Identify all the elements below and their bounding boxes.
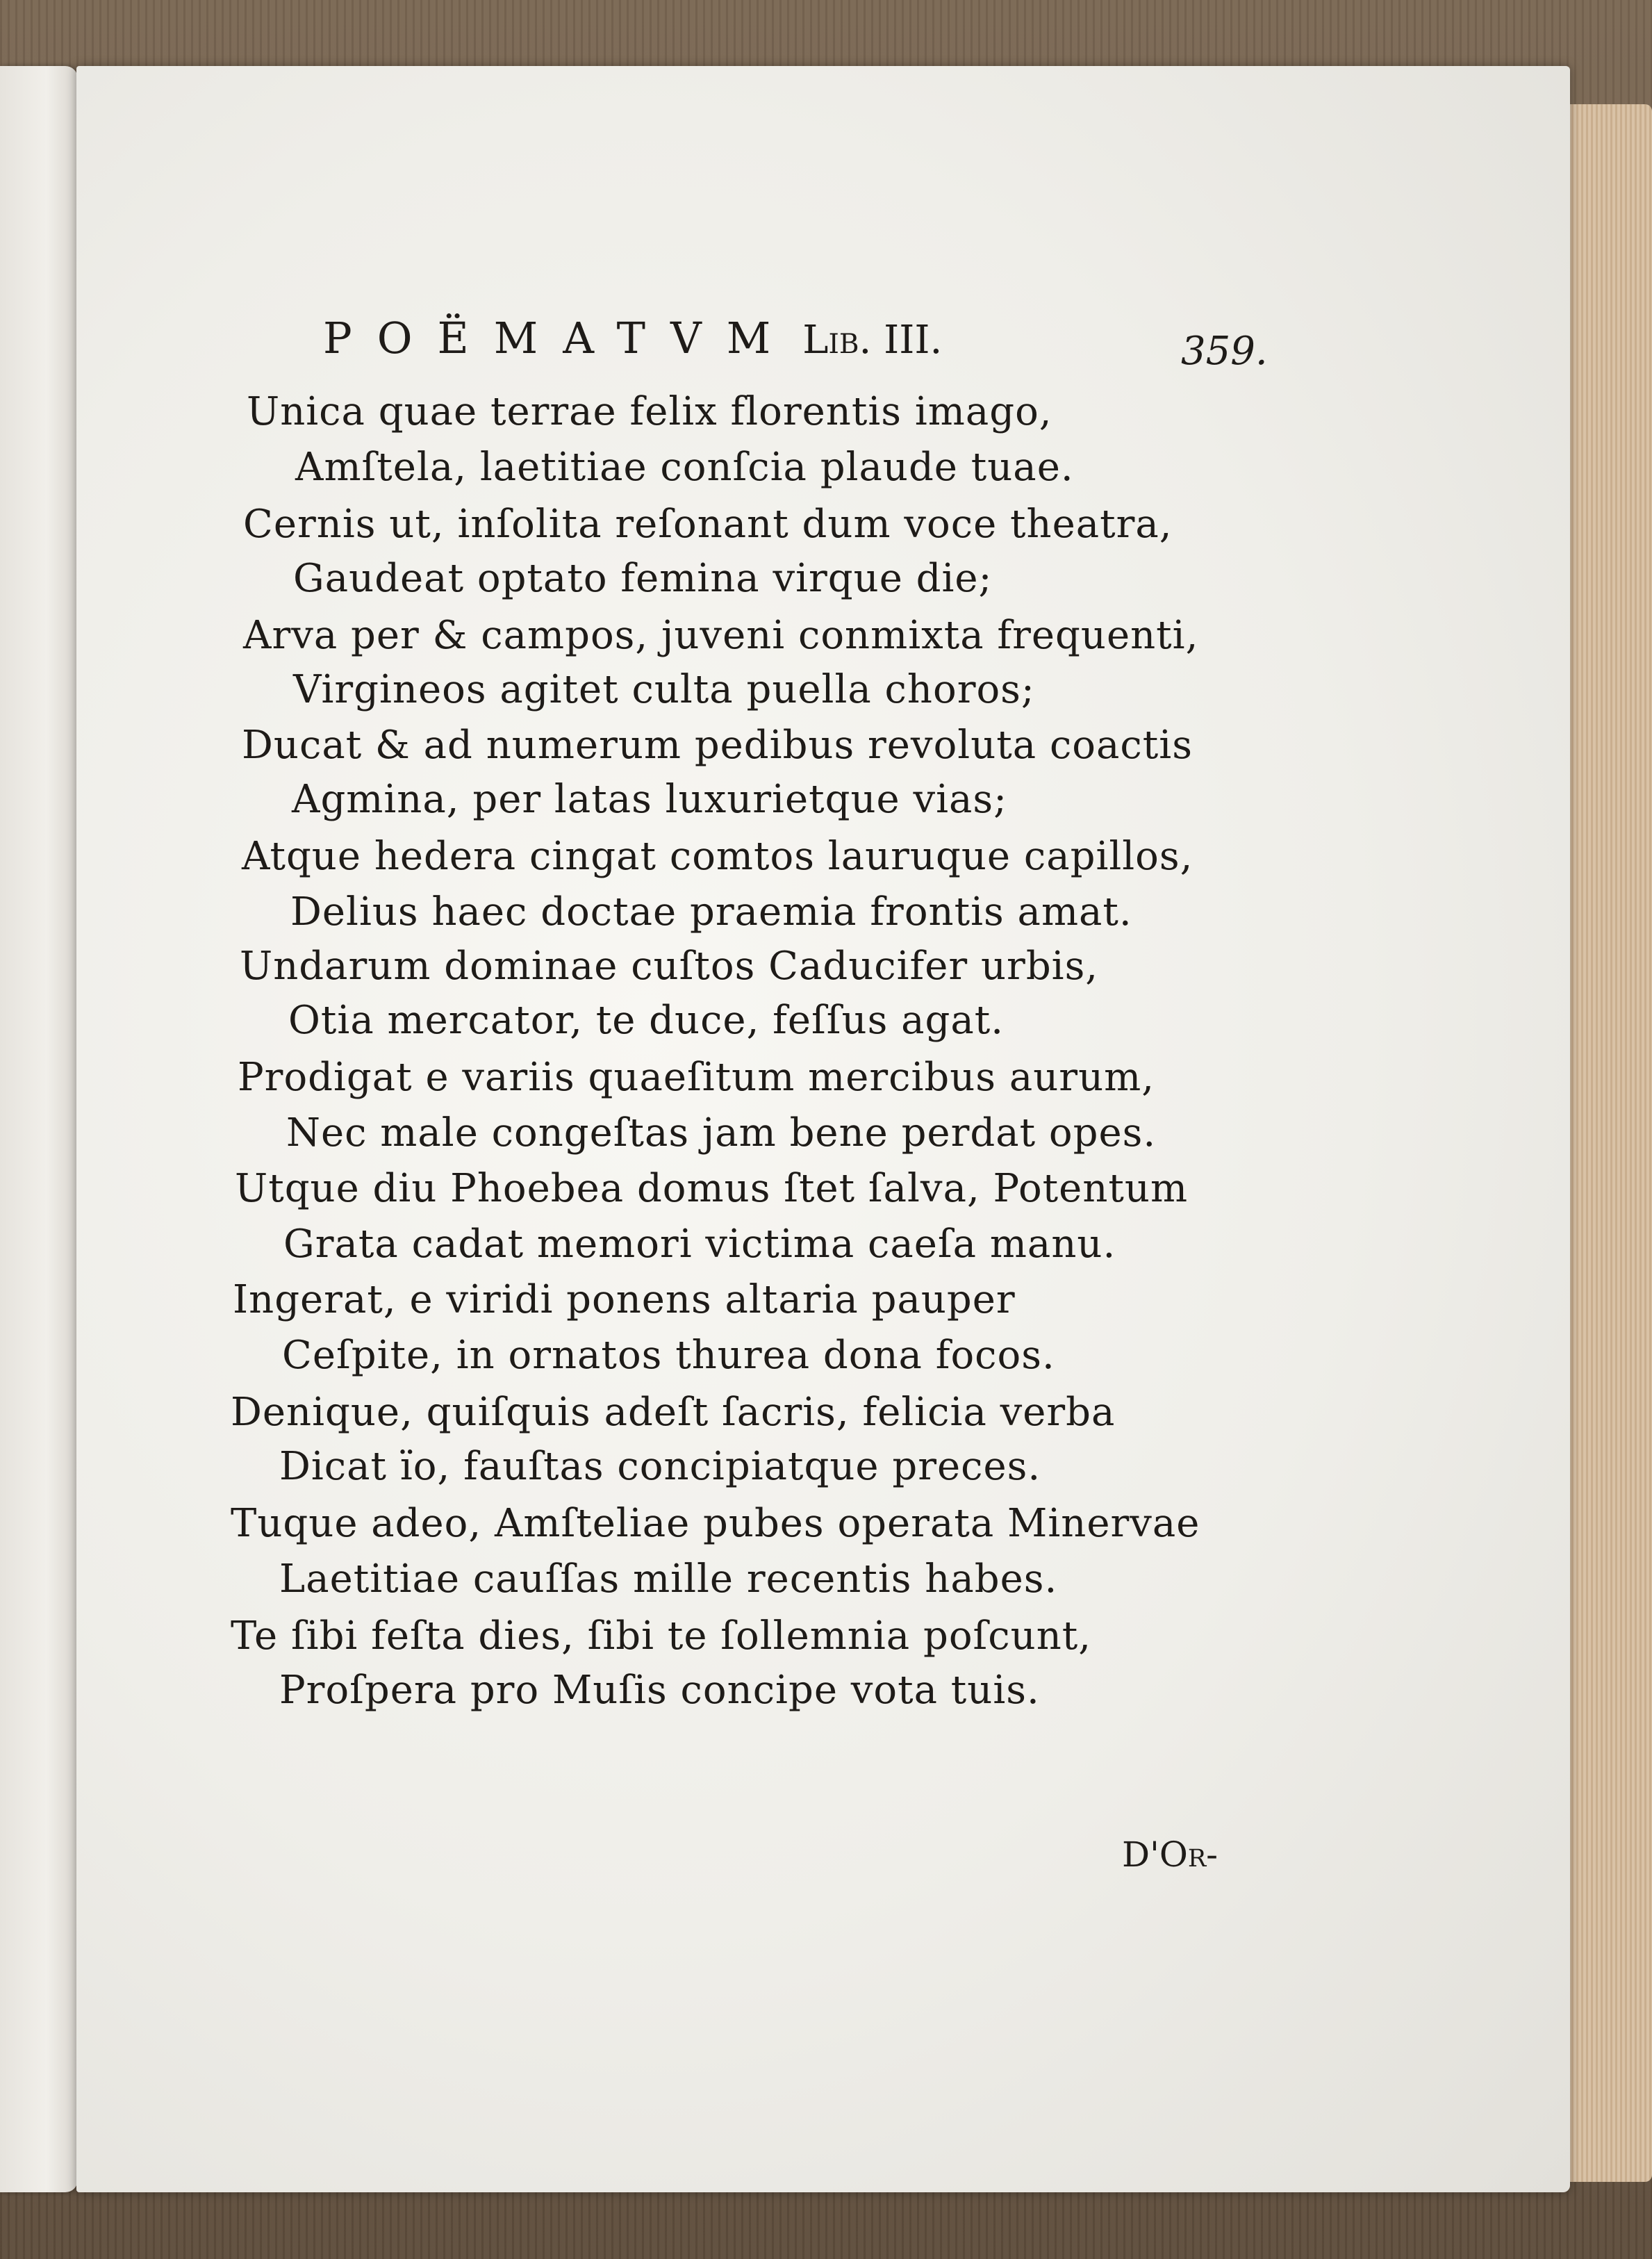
verse-line: Laetitiae cauſſas mille recentis habes. [279, 1556, 1058, 1602]
verse-line: Agmina, per latas luxurietque vias; [292, 777, 1007, 822]
running-head-title: POËMATVM [323, 313, 796, 363]
catchword: D'Or- [1122, 1834, 1219, 1875]
verse-line: Otia mercator, te duce, feſſus agat. [288, 998, 1005, 1043]
verse-line: Nec male congeſtas jam bene perdat opes. [286, 1110, 1157, 1156]
verse-line: Ingerat, e viridi ponens altaria pauper [233, 1277, 1016, 1322]
verse-line: Grata cadat memori victima caeſa manu. [283, 1222, 1116, 1267]
verse-line: Prodigat e variis quaeſitum mercibus aurum, [238, 1055, 1155, 1100]
verse-line: Arva per & campos, juveni conmixta frequenti, [243, 613, 1199, 658]
verse-line: Undarum dominae cuſtos Caducifer urbis, [240, 944, 1099, 989]
verse-line: Gaudeat optato femina virque die; [293, 556, 993, 601]
left-page-edge [0, 66, 78, 2192]
verse-line: Virgineos agitet culta puella choros; [293, 667, 1035, 712]
verse-line: Te ſibi feſta dies, ſibi te ſollemnia poſcunt, [231, 1613, 1092, 1659]
verse-line: Proſpera pro Muſis concipe vota tuis. [279, 1668, 1040, 1713]
verse-line: Cernis ut, inſolita reſonant dum voce theatra, [243, 502, 1173, 547]
verse-line: Utque diu Phoebea domus ſtet ſalva, Potentum [235, 1166, 1189, 1211]
verse-line: Ceſpite, in ornatos thurea dona focos. [282, 1333, 1055, 1378]
verse-line: Atque hedera cingat comtos lauruque capillos, [242, 834, 1193, 879]
verse-line: Tuque adeo, Amſteliae pubes operata Minervae [231, 1501, 1200, 1546]
page-number: 359. [1181, 329, 1268, 374]
verse-line: Amſtela, laetitiae conſcia plaude tuae. [295, 445, 1074, 490]
verse-line: Delius haec doctae praemia frontis amat. [290, 889, 1132, 935]
verse-line: Unica quae terrae felix florentis imago, [247, 389, 1052, 434]
verse-line: Ducat & ad numerum pedibus revoluta coactis [242, 723, 1193, 768]
running-head [323, 313, 942, 368]
verse-line: Denique, quiſquis adeſt ſacris, felicia verba [231, 1390, 1116, 1435]
running-head-book: Lib. III. [802, 318, 943, 363]
verse-line: Dicat ïo, fauſtas concipiatque preces. [279, 1444, 1041, 1489]
book-page [76, 66, 1570, 2192]
